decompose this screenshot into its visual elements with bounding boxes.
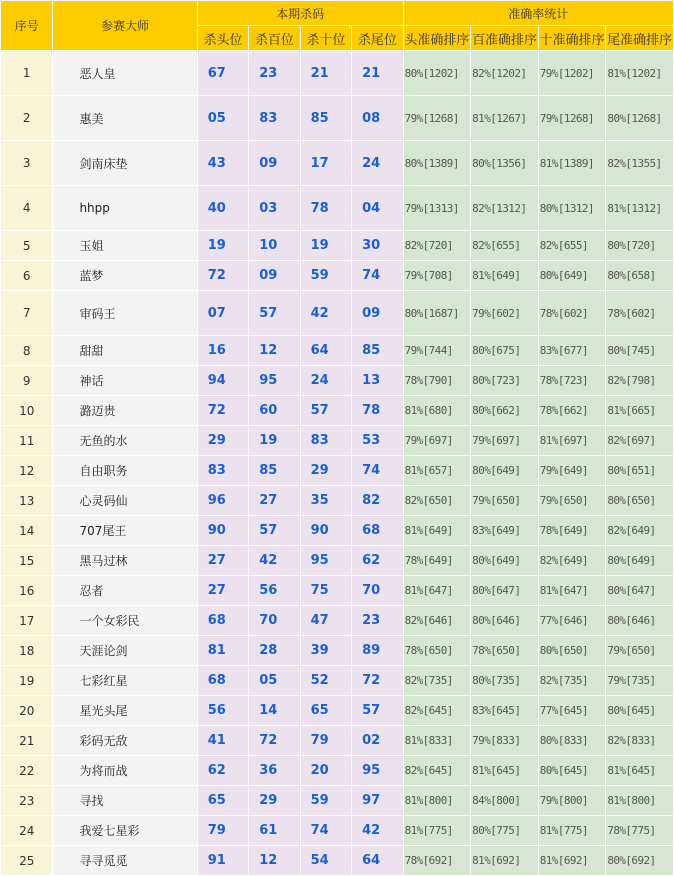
- table-row: [1, 636, 673, 665]
- kill-tail-value: 08: [352, 96, 402, 140]
- acc-ten-value: 81%[697]: [539, 426, 606, 455]
- kill-head-value: 05: [198, 96, 248, 140]
- kill-tail-value: 62: [352, 546, 402, 575]
- acc-hundred-value: 80%[662]: [471, 396, 538, 425]
- acc-ten-value: 77%[645]: [539, 696, 606, 725]
- table-row: [1, 456, 673, 485]
- master-name: 天涯论剑: [53, 636, 196, 665]
- kill-head-value: 94: [198, 366, 248, 395]
- kill-ten-value: 90: [301, 516, 351, 545]
- acc-ten-value: 80%[1312]: [539, 186, 606, 230]
- master-name: 甜甜: [53, 336, 196, 365]
- acc-ten-value: 81%[775]: [539, 816, 606, 845]
- acc-hundred-value: 80%[647]: [471, 576, 538, 605]
- kill-ten-value: 17: [301, 141, 351, 185]
- acc-tail-value: 81%[800]: [606, 786, 673, 815]
- row-number: 3: [1, 141, 52, 185]
- header-kill-tail: 杀尾位: [352, 26, 402, 50]
- kill-hundred-value: 95: [249, 366, 299, 395]
- kill-head-value: 81: [198, 636, 248, 665]
- kill-tail-value: 04: [352, 186, 402, 230]
- kill-tail-value: 89: [352, 636, 402, 665]
- acc-hundred-value: 80%[646]: [471, 606, 538, 635]
- master-name: 彩码无敌: [53, 726, 196, 755]
- row-number: 18: [1, 636, 52, 665]
- acc-ten-value: 81%[1389]: [539, 141, 606, 185]
- kill-ten-value: 29: [301, 456, 351, 485]
- kill-hundred-value: 28: [249, 636, 299, 665]
- kill-hundred-value: 70: [249, 606, 299, 635]
- kill-head-value: 96: [198, 486, 248, 515]
- kill-head-value: 27: [198, 576, 248, 605]
- acc-head-value: 79%[708]: [404, 261, 471, 290]
- kill-hundred-value: 19: [249, 426, 299, 455]
- table-row: [1, 261, 673, 290]
- acc-ten-value: 80%[650]: [539, 636, 606, 665]
- row-number: 8: [1, 336, 52, 365]
- kill-head-value: 62: [198, 756, 248, 785]
- acc-tail-value: 82%[697]: [606, 426, 673, 455]
- acc-hundred-value: 81%[645]: [471, 756, 538, 785]
- acc-ten-value: 80%[645]: [539, 756, 606, 785]
- kill-head-value: 43: [198, 141, 248, 185]
- kill-tail-value: 21: [352, 51, 402, 95]
- acc-hundred-value: 79%[602]: [471, 291, 538, 335]
- acc-head-value: 81%[649]: [404, 516, 471, 545]
- row-number: 24: [1, 816, 52, 845]
- kill-ten-value: 21: [301, 51, 351, 95]
- table-row: [1, 51, 673, 95]
- acc-ten-value: 79%[650]: [539, 486, 606, 515]
- acc-head-value: 81%[775]: [404, 816, 471, 845]
- table-row: [1, 366, 673, 395]
- row-number: 4: [1, 186, 52, 230]
- acc-head-value: 82%[646]: [404, 606, 471, 635]
- kill-ten-value: 85: [301, 96, 351, 140]
- acc-hundred-value: 84%[800]: [471, 786, 538, 815]
- kill-head-value: 91: [198, 846, 248, 875]
- acc-tail-value: 79%[735]: [606, 666, 673, 695]
- acc-hundred-value: 83%[645]: [471, 696, 538, 725]
- acc-head-value: 78%[692]: [404, 846, 471, 875]
- kill-hundred-value: 57: [249, 516, 299, 545]
- kill-ten-value: 74: [301, 816, 351, 845]
- kill-ten-value: 42: [301, 291, 351, 335]
- table-row: [1, 816, 673, 845]
- kill-hundred-value: 14: [249, 696, 299, 725]
- acc-ten-value: 79%[800]: [539, 786, 606, 815]
- acc-tail-value: 80%[1268]: [606, 96, 673, 140]
- acc-tail-value: 78%[602]: [606, 291, 673, 335]
- kill-head-value: 90: [198, 516, 248, 545]
- header-no: 序号: [1, 1, 52, 50]
- kill-ten-value: 20: [301, 756, 351, 785]
- kill-ten-value: 83: [301, 426, 351, 455]
- kill-hundred-value: 42: [249, 546, 299, 575]
- header-kill-ten: 杀十位: [301, 26, 351, 50]
- row-number: 11: [1, 426, 52, 455]
- table-row: [1, 291, 673, 335]
- acc-tail-value: 81%[1312]: [606, 186, 673, 230]
- kill-ten-value: 79: [301, 726, 351, 755]
- kill-hundred-value: 36: [249, 756, 299, 785]
- row-number: 5: [1, 231, 52, 260]
- acc-ten-value: 79%[649]: [539, 456, 606, 485]
- row-number: 13: [1, 486, 52, 515]
- kill-hundred-value: 27: [249, 486, 299, 515]
- kill-tail-value: 78: [352, 396, 402, 425]
- acc-ten-value: 80%[833]: [539, 726, 606, 755]
- table-row: [1, 96, 673, 140]
- master-name: 审码王: [53, 291, 196, 335]
- kill-hundred-value: 61: [249, 816, 299, 845]
- acc-tail-value: 80%[650]: [606, 486, 673, 515]
- header-accuracy-group: 准确率统计: [404, 1, 673, 25]
- master-name: 寻找: [53, 786, 196, 815]
- kill-head-value: 40: [198, 186, 248, 230]
- acc-ten-value: 78%[662]: [539, 396, 606, 425]
- kill-head-value: 79: [198, 816, 248, 845]
- acc-hundred-value: 79%[833]: [471, 726, 538, 755]
- acc-head-value: 78%[790]: [404, 366, 471, 395]
- kill-head-value: 16: [198, 336, 248, 365]
- acc-head-value: 79%[1313]: [404, 186, 471, 230]
- acc-ten-value: 78%[649]: [539, 516, 606, 545]
- acc-tail-value: 82%[833]: [606, 726, 673, 755]
- kill-ten-value: 95: [301, 546, 351, 575]
- acc-tail-value: 81%[665]: [606, 396, 673, 425]
- kill-tail-value: 57: [352, 696, 402, 725]
- master-name: 七彩红星: [53, 666, 196, 695]
- table-row: [1, 696, 673, 725]
- acc-tail-value: 79%[650]: [606, 636, 673, 665]
- kill-tail-value: 13: [352, 366, 402, 395]
- acc-tail-value: 78%[775]: [606, 816, 673, 845]
- header-acc-hundred: 百准确排序: [471, 26, 538, 50]
- kill-hundred-value: 56: [249, 576, 299, 605]
- acc-head-value: 82%[645]: [404, 756, 471, 785]
- table-row: [1, 846, 673, 875]
- master-name: 剑南床垫: [53, 141, 196, 185]
- header-master: 参赛大师: [53, 1, 196, 50]
- table-row: [1, 666, 673, 695]
- acc-hundred-value: 81%[1267]: [471, 96, 538, 140]
- kill-head-value: 67: [198, 51, 248, 95]
- table-row: [1, 186, 673, 230]
- table-body: [1, 51, 673, 875]
- kill-hundred-value: 29: [249, 786, 299, 815]
- acc-hundred-value: 80%[735]: [471, 666, 538, 695]
- master-name: 忍者: [53, 576, 196, 605]
- kill-tail-value: 82: [352, 486, 402, 515]
- kill-tail-value: 68: [352, 516, 402, 545]
- acc-head-value: 78%[650]: [404, 636, 471, 665]
- kill-tail-value: 97: [352, 786, 402, 815]
- kill-hundred-value: 09: [249, 141, 299, 185]
- acc-ten-value: 79%[1202]: [539, 51, 606, 95]
- acc-tail-value: 80%[646]: [606, 606, 673, 635]
- kill-head-value: 72: [198, 261, 248, 290]
- kill-head-value: 41: [198, 726, 248, 755]
- acc-tail-value: 80%[692]: [606, 846, 673, 875]
- acc-tail-value: 80%[745]: [606, 336, 673, 365]
- row-number: 15: [1, 546, 52, 575]
- kill-ten-value: 47: [301, 606, 351, 635]
- kill-head-value: 19: [198, 231, 248, 260]
- acc-head-value: 79%[697]: [404, 426, 471, 455]
- table-row: [1, 786, 673, 815]
- acc-hundred-value: 82%[655]: [471, 231, 538, 260]
- kill-ten-value: 57: [301, 396, 351, 425]
- kill-ten-value: 39: [301, 636, 351, 665]
- kill-head-value: 29: [198, 426, 248, 455]
- acc-hundred-value: 80%[1356]: [471, 141, 538, 185]
- kill-hundred-value: 23: [249, 51, 299, 95]
- kill-tail-value: 85: [352, 336, 402, 365]
- row-number: 9: [1, 366, 52, 395]
- kill-hundred-value: 83: [249, 96, 299, 140]
- master-name: hhpp: [53, 186, 196, 230]
- acc-ten-value: 82%[735]: [539, 666, 606, 695]
- table-row: [1, 486, 673, 515]
- header-acc-ten: 十准确排序: [539, 26, 606, 50]
- kill-ten-value: 59: [301, 261, 351, 290]
- acc-hundred-value: 81%[692]: [471, 846, 538, 875]
- kill-tail-value: 74: [352, 261, 402, 290]
- table-row: [1, 396, 673, 425]
- kill-ten-value: 24: [301, 366, 351, 395]
- kill-ten-value: 19: [301, 231, 351, 260]
- kill-tail-value: 70: [352, 576, 402, 605]
- row-number: 20: [1, 696, 52, 725]
- master-name: 恶人皇: [53, 51, 196, 95]
- row-number: 2: [1, 96, 52, 140]
- acc-head-value: 80%[1687]: [404, 291, 471, 335]
- kill-ten-value: 65: [301, 696, 351, 725]
- kill-head-value: 68: [198, 606, 248, 635]
- master-name: 寻寻觅觅: [53, 846, 196, 875]
- acc-hundred-value: 83%[649]: [471, 516, 538, 545]
- acc-head-value: 82%[645]: [404, 696, 471, 725]
- header-kill-head: 杀头位: [198, 26, 248, 50]
- header-kill-hundred: 杀百位: [249, 26, 299, 50]
- kill-head-value: 07: [198, 291, 248, 335]
- master-name: 黑马过林: [53, 546, 196, 575]
- acc-tail-value: 80%[720]: [606, 231, 673, 260]
- kill-tail-value: 23: [352, 606, 402, 635]
- header-kill-group: 本期杀码: [198, 1, 403, 25]
- master-name: 心灵码仙: [53, 486, 196, 515]
- acc-ten-value: 83%[677]: [539, 336, 606, 365]
- kill-tail-value: 53: [352, 426, 402, 455]
- row-number: 10: [1, 396, 52, 425]
- kill-tail-value: 64: [352, 846, 402, 875]
- acc-hundred-value: 82%[1312]: [471, 186, 538, 230]
- acc-hundred-value: 80%[649]: [471, 456, 538, 485]
- kill-tail-value: 09: [352, 291, 402, 335]
- acc-head-value: 79%[744]: [404, 336, 471, 365]
- table-row: [1, 756, 673, 785]
- kill-tail-value: 42: [352, 816, 402, 845]
- kill-hundred-value: 05: [249, 666, 299, 695]
- kill-hundred-value: 85: [249, 456, 299, 485]
- acc-hundred-value: 80%[649]: [471, 546, 538, 575]
- row-number: 21: [1, 726, 52, 755]
- kill-ten-value: 78: [301, 186, 351, 230]
- row-number: 12: [1, 456, 52, 485]
- row-number: 22: [1, 756, 52, 785]
- kill-hundred-value: 60: [249, 396, 299, 425]
- kill-ten-value: 35: [301, 486, 351, 515]
- kill-ten-value: 59: [301, 786, 351, 815]
- acc-head-value: 81%[800]: [404, 786, 471, 815]
- acc-hundred-value: 80%[723]: [471, 366, 538, 395]
- acc-head-value: 79%[1268]: [404, 96, 471, 140]
- kill-ten-value: 64: [301, 336, 351, 365]
- master-name: 潞迈贵: [53, 396, 196, 425]
- kill-hundred-value: 72: [249, 726, 299, 755]
- acc-hundred-value: 80%[775]: [471, 816, 538, 845]
- acc-head-value: 80%[1389]: [404, 141, 471, 185]
- kill-hundred-value: 09: [249, 261, 299, 290]
- kill-ten-value: 52: [301, 666, 351, 695]
- row-number: 17: [1, 606, 52, 635]
- master-name: 无鱼的水: [53, 426, 196, 455]
- acc-ten-value: 79%[1268]: [539, 96, 606, 140]
- acc-tail-value: 82%[798]: [606, 366, 673, 395]
- acc-hundred-value: 80%[675]: [471, 336, 538, 365]
- master-name: 我爱七星彩: [53, 816, 196, 845]
- table-row: [1, 606, 673, 635]
- kill-hundred-value: 03: [249, 186, 299, 230]
- acc-hundred-value: 82%[1202]: [471, 51, 538, 95]
- master-name: 玉姐: [53, 231, 196, 260]
- table-row: [1, 336, 673, 365]
- acc-head-value: 81%[657]: [404, 456, 471, 485]
- kill-tail-value: 02: [352, 726, 402, 755]
- master-name: 为将而战: [53, 756, 196, 785]
- row-number: 6: [1, 261, 52, 290]
- kill-head-value: 56: [198, 696, 248, 725]
- table-row: [1, 141, 673, 185]
- master-name: 自由职务: [53, 456, 196, 485]
- acc-ten-value: 77%[646]: [539, 606, 606, 635]
- acc-ten-value: 82%[655]: [539, 231, 606, 260]
- acc-hundred-value: 78%[650]: [471, 636, 538, 665]
- row-number: 23: [1, 786, 52, 815]
- row-number: 25: [1, 846, 52, 875]
- row-number: 14: [1, 516, 52, 545]
- acc-ten-value: 78%[602]: [539, 291, 606, 335]
- master-name: 惠美: [53, 96, 196, 140]
- table-row: [1, 576, 673, 605]
- acc-hundred-value: 79%[697]: [471, 426, 538, 455]
- acc-ten-value: 80%[649]: [539, 261, 606, 290]
- master-name: 神话: [53, 366, 196, 395]
- kill-tail-value: 30: [352, 231, 402, 260]
- acc-head-value: 82%[720]: [404, 231, 471, 260]
- kill-tail-value: 72: [352, 666, 402, 695]
- kill-hundred-value: 57: [249, 291, 299, 335]
- acc-tail-value: 82%[649]: [606, 516, 673, 545]
- acc-tail-value: 81%[645]: [606, 756, 673, 785]
- kill-tail-value: 74: [352, 456, 402, 485]
- acc-tail-value: 80%[658]: [606, 261, 673, 290]
- acc-hundred-value: 81%[649]: [471, 261, 538, 290]
- kill-ten-value: 75: [301, 576, 351, 605]
- master-name: 蓝梦: [53, 261, 196, 290]
- acc-head-value: 81%[833]: [404, 726, 471, 755]
- row-number: 7: [1, 291, 52, 335]
- acc-ten-value: 78%[723]: [539, 366, 606, 395]
- kill-head-value: 72: [198, 396, 248, 425]
- acc-head-value: 78%[649]: [404, 546, 471, 575]
- kill-ten-value: 54: [301, 846, 351, 875]
- acc-tail-value: 81%[1202]: [606, 51, 673, 95]
- acc-tail-value: 80%[649]: [606, 546, 673, 575]
- row-number: 16: [1, 576, 52, 605]
- master-name: 星光头尾: [53, 696, 196, 725]
- kill-head-value: 68: [198, 666, 248, 695]
- table-row: [1, 726, 673, 755]
- table-row: [1, 516, 673, 545]
- kill-hundred-value: 12: [249, 846, 299, 875]
- kill-hundred-value: 12: [249, 336, 299, 365]
- table-row: [1, 546, 673, 575]
- kill-head-value: 83: [198, 456, 248, 485]
- kill-tail-value: 95: [352, 756, 402, 785]
- acc-ten-value: 82%[649]: [539, 546, 606, 575]
- acc-ten-value: 81%[647]: [539, 576, 606, 605]
- master-name: 707尾王: [53, 516, 196, 545]
- header-acc-tail: 尾准确排序: [606, 26, 673, 50]
- acc-head-value: 82%[650]: [404, 486, 471, 515]
- header-acc-head: 头准确排序: [404, 26, 471, 50]
- acc-ten-value: 81%[692]: [539, 846, 606, 875]
- acc-tail-value: 80%[651]: [606, 456, 673, 485]
- acc-tail-value: 80%[647]: [606, 576, 673, 605]
- kill-hundred-value: 10: [249, 231, 299, 260]
- acc-hundred-value: 79%[650]: [471, 486, 538, 515]
- acc-tail-value: 82%[1355]: [606, 141, 673, 185]
- acc-head-value: 82%[735]: [404, 666, 471, 695]
- master-name: 一个女彩民: [53, 606, 196, 635]
- acc-tail-value: 80%[645]: [606, 696, 673, 725]
- table-row: [1, 231, 673, 260]
- acc-head-value: 81%[680]: [404, 396, 471, 425]
- kill-tail-value: 24: [352, 141, 402, 185]
- table-row: [1, 426, 673, 455]
- kill-head-value: 27: [198, 546, 248, 575]
- row-number: 1: [1, 51, 52, 95]
- kill-head-value: 65: [198, 786, 248, 815]
- row-number: 19: [1, 666, 52, 695]
- acc-head-value: 80%[1202]: [404, 51, 471, 95]
- acc-head-value: 81%[647]: [404, 576, 471, 605]
